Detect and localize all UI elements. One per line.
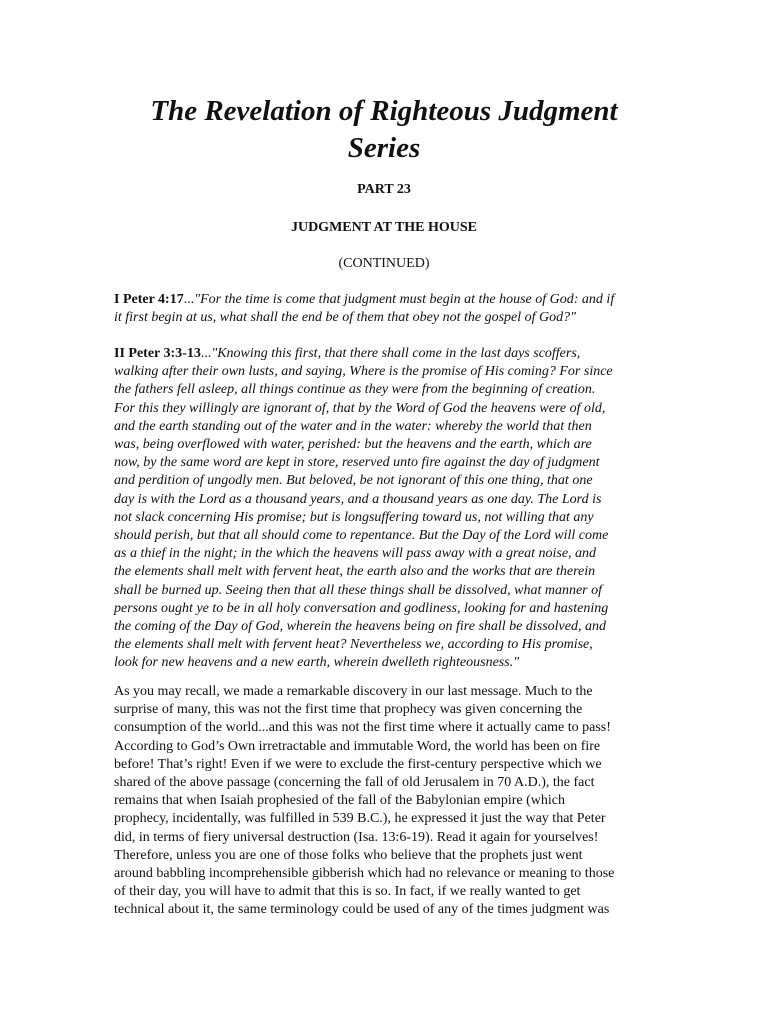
passage-line: was, being overflowed with water, perished: but the heavens and the earth, which are <box>114 437 592 453</box>
passage-line: day is with the Lord as a thousand years, and a thousand years as one day. The Lord is <box>114 491 602 507</box>
body-line: prophecy, incidentally, was fulfilled in 539 B.C.), he expressed it just the way that Peter <box>114 811 606 827</box>
document-title <box>0 93 768 167</box>
passage-line: the fathers fell asleep, all things continue as they were from the beginning of creation. <box>114 382 596 398</box>
scripture-reference: I Peter 4:17 <box>114 292 184 307</box>
passage-line: as a thief in the night; in the which the heavens will pass away with a great noise, and <box>114 546 597 562</box>
body-line: surprise of many, this was not the first time that prophecy was given concerning the <box>114 702 583 718</box>
section-heading: JUDGMENT AT THE HOUSE <box>290 220 478 235</box>
body-line: of their day, you will have to admit that this is so. In fact, if we really wanted to get <box>114 884 581 900</box>
passage-line: the elements shall melt with fervent heat, the earth also and the works that are therein <box>114 564 596 580</box>
body-line: technical about it, the same terminology could be used of any of the times judgment was <box>114 902 610 918</box>
scripture-reference: II Peter 3:3-13 <box>114 346 201 361</box>
passage-line: and perdition of ungodly men. But beloved, be not ignorant of this one thing, that one <box>114 473 593 489</box>
body-line: According to God’s Own irretractable and immutable Word, the world has been on fire <box>114 738 601 754</box>
passage-line: shall be burned up. Seeing then that all these things shall be dissolved, what manner of <box>114 582 603 598</box>
ellipsis: ... <box>200 346 212 361</box>
passage-line: now, by the same word are kept in store, reserved unto fire against the day of judgment <box>114 455 600 471</box>
body-line: remains that when Isaiah prophesied of the fall of the Babylonian empire (which <box>114 793 565 809</box>
passage-line: and the earth standing out of the water and in the water: whereby the world that then <box>114 418 592 434</box>
body-line: before! That’s right! Even if we were to exclude the first-century perspective which we <box>114 756 602 772</box>
quote-text: "Knowing this first, that there shall come in the last days scoffers, <box>211 346 581 361</box>
body-line: around babbling incomprehensible gibberish which had no relevance or meaning to those <box>114 866 615 882</box>
passage-line <box>114 291 674 309</box>
passage-line: it first begin at us, what shall the end be of them that obey not the gospel of God?" <box>114 310 577 326</box>
passage-line <box>114 345 674 363</box>
body-line: As you may recall, we made a remarkable discovery in our last message. Much to the <box>114 684 593 699</box>
body-line: did, in terms of fiery universal destruction (Isa. 13:6-19). Read it again for yourselves! <box>114 829 599 845</box>
passage-line: the coming of the Day of God, wherein the heavens being on fire shall be dissolved, and <box>114 619 606 635</box>
title-line: The Revelation of Righteous Judgment <box>150 95 618 127</box>
scripture-passage-2 <box>114 345 674 673</box>
body-paragraph <box>114 683 674 920</box>
continued-label: (CONTINUED) <box>338 256 430 271</box>
passage-line: should perish, but that all should come to repentance. But the Day of the Lord will come <box>114 528 609 544</box>
body-line: shared of the above passage (concerning the fall of old Jerusalem in 70 A.D.), the fact <box>114 775 595 791</box>
title-line: Series <box>347 132 421 164</box>
passage-line: not slack concerning His promise; but is longsuffering toward us, not willing that any <box>114 509 594 525</box>
passage-line: walking after their own lusts, and saying, Where is the promise of His coming? For since <box>114 364 613 380</box>
passage-line: the elements shall melt with fervent heat? Nevertheless we, according to His promise, <box>114 637 593 653</box>
ellipsis: ... <box>183 292 195 307</box>
body-line: Therefore, unless you are one of those folks who believe that the prophets just went <box>114 847 583 863</box>
passage-line: persons ought ye to be in all holy conversation and godliness, looking for and hastening <box>114 600 609 616</box>
passage-line: For this they willingly are ignorant of, that by the Word of God the heavens were of old, <box>114 400 606 416</box>
body-line: consumption of the world...and this was not the first time where it actually came to pass! <box>114 720 611 736</box>
scripture-passage-1 <box>114 291 674 327</box>
part-heading: PART 23 <box>357 182 411 197</box>
passage-line: look for new heavens and a new earth, wherein dwelleth righteousness." <box>114 655 520 671</box>
quote-text: "For the time is come that judgment must begin at the house of God: and if <box>194 292 615 307</box>
